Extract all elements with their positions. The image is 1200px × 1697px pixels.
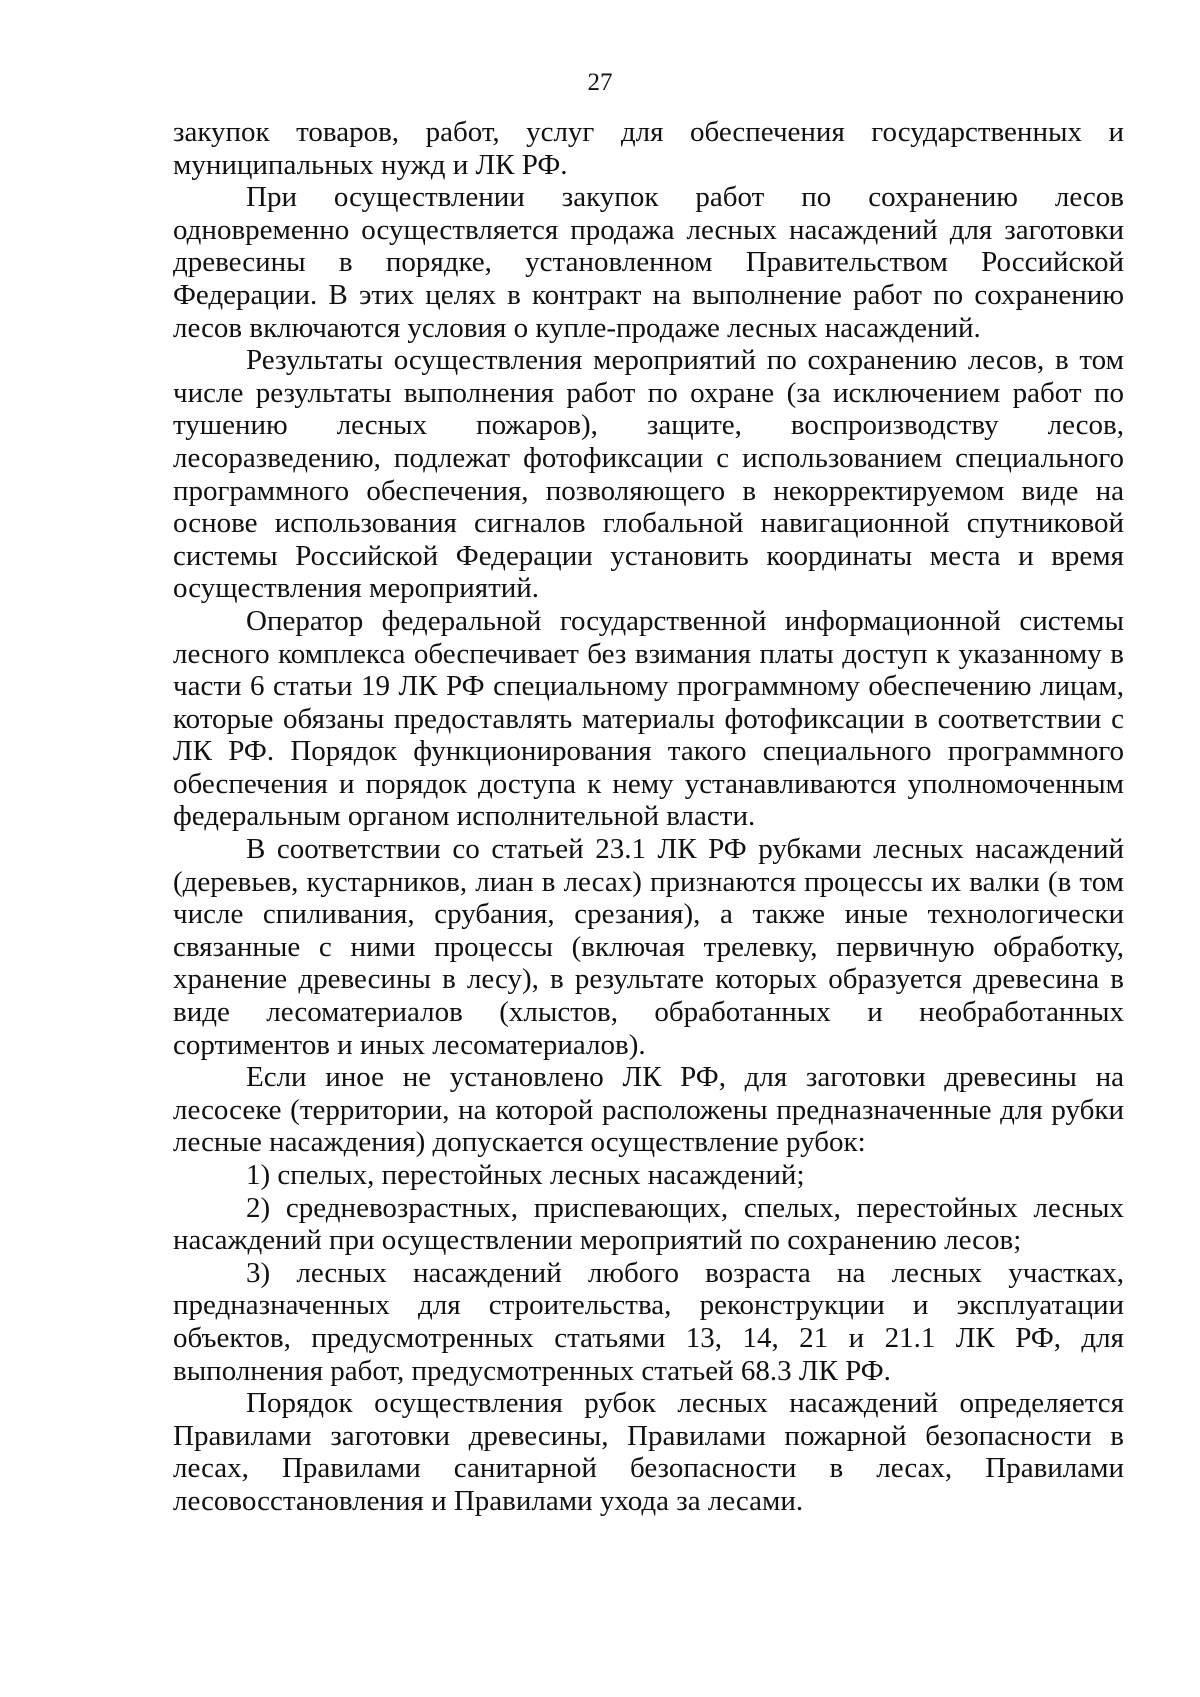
document-body	[173, 116, 1124, 1518]
page-number: 27	[587, 69, 613, 96]
list-item-2: 2) средневозрастных, приспевающих, спелых, перестойных лесных насаждений при осуществлении мероприятий по сохранению лесов;	[173, 1191, 1124, 1257]
paragraph-logging-rules: Порядок осуществления рубок лесных насаждений определяется Правилами заготовки древесины, Правилами пожарной безопасности в лесах, Правилами санитарной безопасности в лесах, Правилами лесовосстановления и Правилами ухода за лесами.	[173, 1387, 1124, 1517]
paragraph-procurement: При осуществлении закупок работ по сохранению лесов одновременно осуществляется продажа лесных насаждений для заготовки древесины в порядке, установленном Правительством Российской Федерации. В этих целях в контракт на выполнение работ по сохранению лесов включаются условия о купле-продаже лесных насаждений.	[173, 181, 1124, 344]
paragraph-logging-allowed: Если иное не установлено ЛК РФ, для заготовки древесины на лесосеке (территории, на которой расположены предназначенные для рубки лесные насаждения) допускается осуществление рубок:	[173, 1061, 1124, 1159]
paragraph-continuation: закупок товаров, работ, услуг для обеспечения государственных и муниципальных нужд и ЛК РФ.	[173, 116, 1124, 181]
list-item-3: 3) лесных насаждений любого возраста на лесных участках, предназначенных для строительства, реконструкции и эксплуатации объектов, предусмотренных статьями 13, 14, 21 и 21.1 ЛК РФ, для выполнения работ, предусмотренных статьей 68.3 ЛК РФ.	[173, 1256, 1124, 1387]
paragraph-operator: Оператор федеральной государственной информационной системы лесного комплекса обеспечивает без взимания платы доступ к указанному в части 6 статьи 19 ЛК РФ специальному программному обеспечению лицам, которые обязаны предоставлять материалы фотофиксации в соответствии с ЛК РФ. Порядок функционирования такого специального программного обеспечения и порядок доступа к нему устанавливаются уполномоченным федеральным органом исполнительной власти.	[173, 604, 1124, 833]
list-item-1: 1) спелых, перестойных лесных насаждений;	[246, 1159, 805, 1191]
paragraph-logging-definition: В соответствии со статьей 23.1 ЛК РФ рубками лесных насаждений (деревьев, кустарников, лиан в лесах) признаются процессы их валки (в том числе спиливания, срубания, срезания), а также иные технологически связанные с ними процессы (включая трелевку, первичную обработку, хранение древесины в лесу), в результате которых образуется древесина в виде лесоматериалов (хлыстов, обработанных и необработанных сортиментов и иных лесоматериалов).	[173, 833, 1124, 1061]
paragraph-photo-fixation: Результаты осуществления мероприятий по сохранению лесов, в том числе результаты выполнения работ по охране (за исключением работ по тушению лесных пожаров), защите, воспроизводству лесов, лесоразведению, подлежат фотофиксации с использованием специального программного обеспечения, позволяющего в некорректируемом виде на основе использования сигналов глобальной навигационной спутниковой системы Российской Федерации установить координаты места и время осуществления мероприятий.	[173, 344, 1124, 605]
